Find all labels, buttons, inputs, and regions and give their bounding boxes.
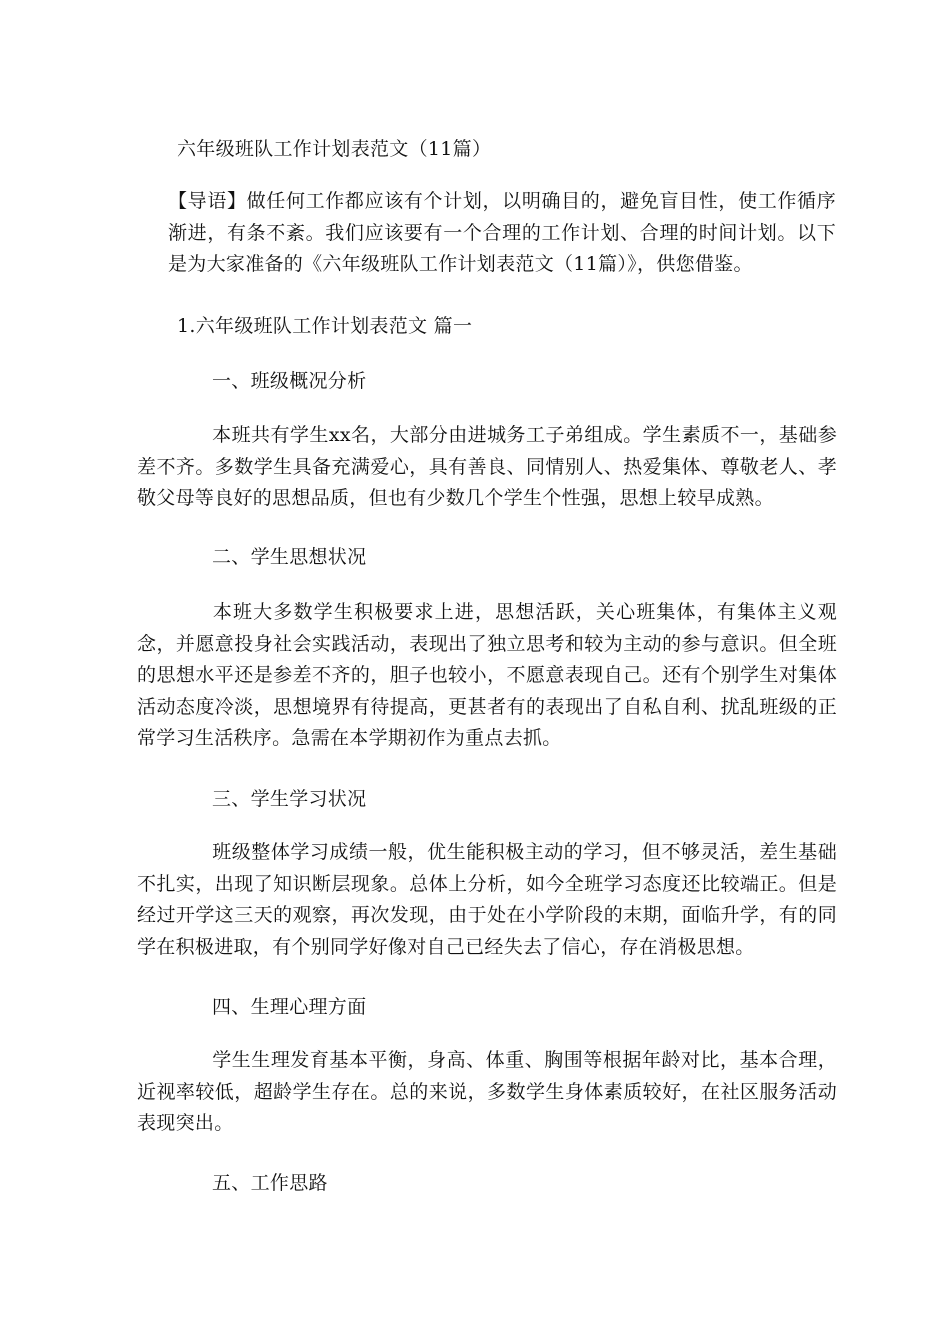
article-heading: 1.六年级班队工作计划表范文 篇一: [177, 315, 473, 337]
section-body: [137, 597, 837, 755]
intro-lead: 【导语】: [168, 190, 247, 212]
section-heading: 四、生理心理方面: [212, 996, 367, 1018]
intro-text: 做任何工作都应该有个计划，以明确目的，避免盲目性，使工作循序渐进，有条不紊。我们应该要有一个合理的工作计划、合理的时间计划。以下是为大家准备的《六年级班队工作计划表范文（11篇）》，供您借鉴。: [168, 190, 836, 275]
section-body-text: 本班共有学生xx名，大部分由进城务工子弟组成。学生素质不一，基础参差不齐。多数学生具备充满爱心，具有善良、同情别人、热爱集体、尊敬老人、孝敬父母等良好的思想品质，但也有少数几个学生个性强，思想上较早成熟。: [137, 424, 837, 509]
section-body: [137, 420, 837, 515]
section-heading: 三、学生学习状况: [212, 788, 367, 810]
section-body-text: 学生生理发育基本平衡，身高、体重、胸围等根据年龄对比，基本合理，近视率较低，超龄学生存在。总的来说，多数学生身体素质较好，在社区服务活动表现突出。: [137, 1049, 837, 1134]
section-body: [137, 837, 837, 963]
intro-paragraph: [168, 186, 836, 281]
section-heading: 二、学生思想状况: [212, 546, 367, 568]
section-heading: 五、工作思路: [212, 1172, 328, 1194]
section-heading: 一、班级概况分析: [212, 370, 367, 392]
section-body-text: 本班大多数学生积极要求上进，思想活跃，关心班集体，有集体主义观念，并愿意投身社会实践活动，表现出了独立思考和较为主动的参与意识。但全班的思想水平还是参差不齐的，胆子也较小，不愿意表现自己。还有个别学生对集体活动态度冷淡，思想境界有待提高，更甚者有的表现出了自私自利、扰乱班级的正常学习生活秩序。急需在本学期初作为重点去抓。: [137, 601, 837, 749]
section-body-text: 班级整体学习成绩一般，优生能积极主动的学习，但不够灵活，差生基础不扎实，出现了知识断层现象。总体上分析，如今全班学习态度还比较端正。但是经过开学这三天的观察，再次发现，由于处在小学阶段的末期，面临升学，有的同学在积极进取，有个别同学好像对自己已经失去了信心，存在消极思想。: [137, 841, 837, 958]
document-title: 六年级班队工作计划表范文（11篇）: [177, 138, 492, 160]
section-body: [137, 1045, 837, 1140]
